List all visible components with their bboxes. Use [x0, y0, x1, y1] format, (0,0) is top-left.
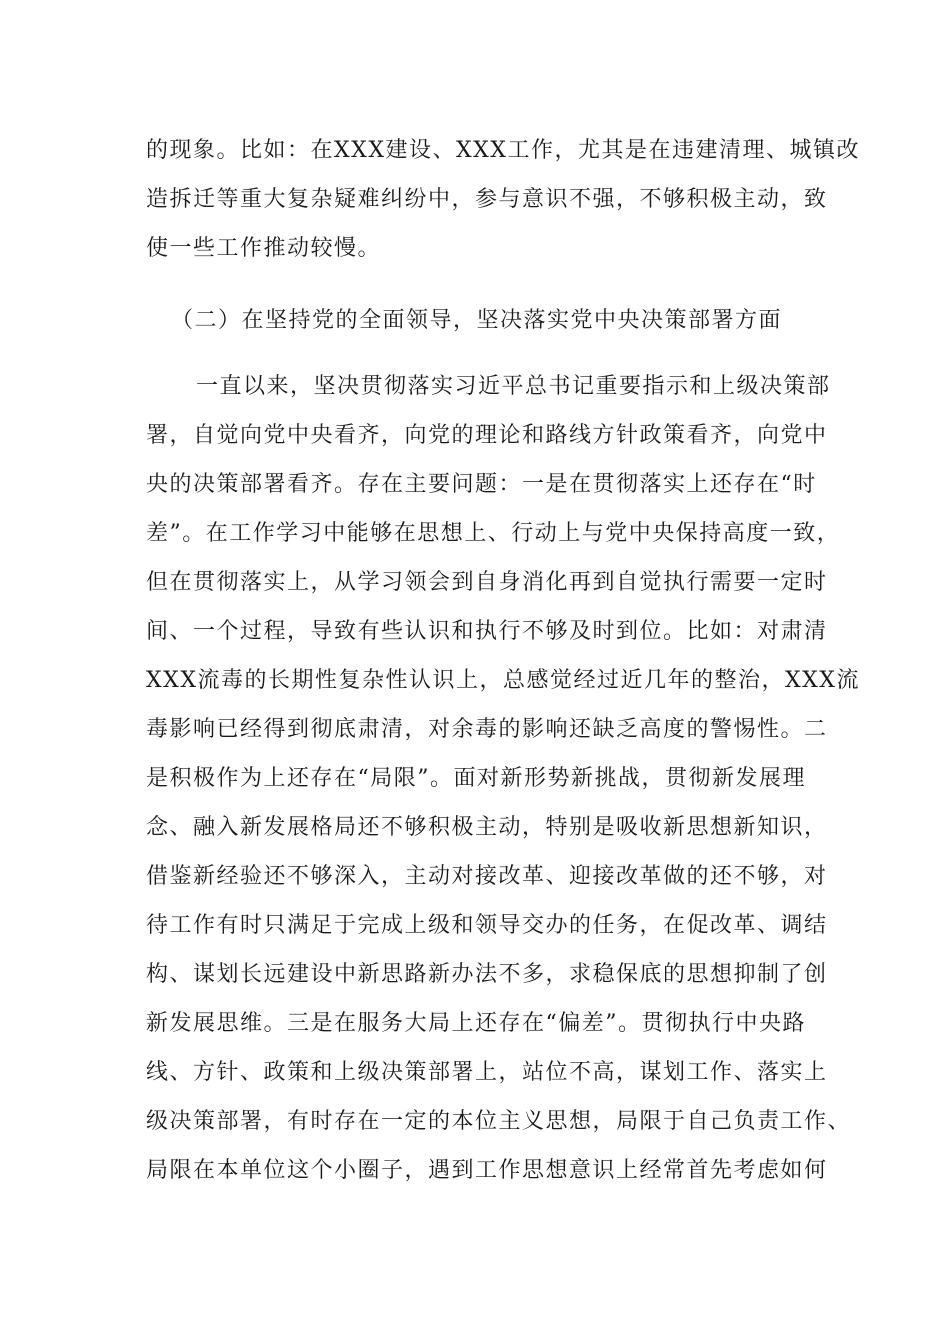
- text-line: 一直以来，坚决贯彻落实习近平总书记重要指示和上级决策部: [196, 374, 831, 399]
- text-line: 但在贯彻落实上，从学习领会到自身消化再到自觉执行需要一定时: [146, 570, 828, 595]
- text-line: 构、谋划长远建设中新思路新办法不多，求稳保底的思想抑制了创: [146, 962, 828, 987]
- text-line: 署，自觉向党中央看齐，向党的理论和路线方针政策看齐，向党中: [146, 423, 828, 448]
- text-line: 差”。在工作学习中能够在思想上、行动上与党中央保持高度一致，: [146, 521, 841, 546]
- text-line: 造拆迁等重大复杂疑难纠纷中，参与意识不强，不够积极主动，致: [146, 187, 828, 212]
- text-line: 待工作有时只满足于完成上级和领导交办的任务，在促改革、调结: [146, 913, 828, 938]
- text-line: 级决策部署，有时存在一定的本位主义思想，局限于自己负责工作、: [146, 1109, 852, 1134]
- text-line: 使一些工作推动较慢。: [146, 236, 382, 261]
- text-line: 间、一个过程，导致有些认识和执行不够及时到位。比如：对肃清: [146, 619, 828, 644]
- text-line: XXX流毒的长期性复杂性认识上，总感觉经过近几年的整治，XXX流: [146, 668, 860, 693]
- text-line: 新发展思维。三是在服务大局上还存在“偏差”。贯彻执行中央路: [146, 1011, 806, 1036]
- text-line: 央的决策部署看齐。存在主要问题：一是在贯彻落实上还存在“时: [146, 472, 817, 497]
- text-line: 借鉴新经验还不够深入，主动对接改革、迎接改革做的还不够，对: [146, 864, 828, 889]
- text-line: 是积极作为上还存在“局限”。面对新形势新挑战，贯彻新发展理: [146, 766, 806, 791]
- text-line: 念、融入新发展格局还不够积极主动，特别是吸收新思想新知识，: [146, 815, 828, 840]
- text-line: 局限在本单位这个小圈子，遇到工作思想意识上经常首先考虑如何: [146, 1158, 828, 1183]
- text-line: 的现象。比如：在XXX建设、XXX工作，尤其是在违建清理、城镇改: [146, 138, 860, 163]
- text-line: 线、方针、政策和上级决策部署上，站位不高，谋划工作、落实上: [146, 1060, 828, 1085]
- section-heading: （二）在坚持党的全面领导，坚决落实党中央决策部署方面: [171, 308, 783, 333]
- text-line: 毒影响已经得到彻底肃清，对余毒的影响还缺乏高度的警惕性。二: [146, 717, 828, 742]
